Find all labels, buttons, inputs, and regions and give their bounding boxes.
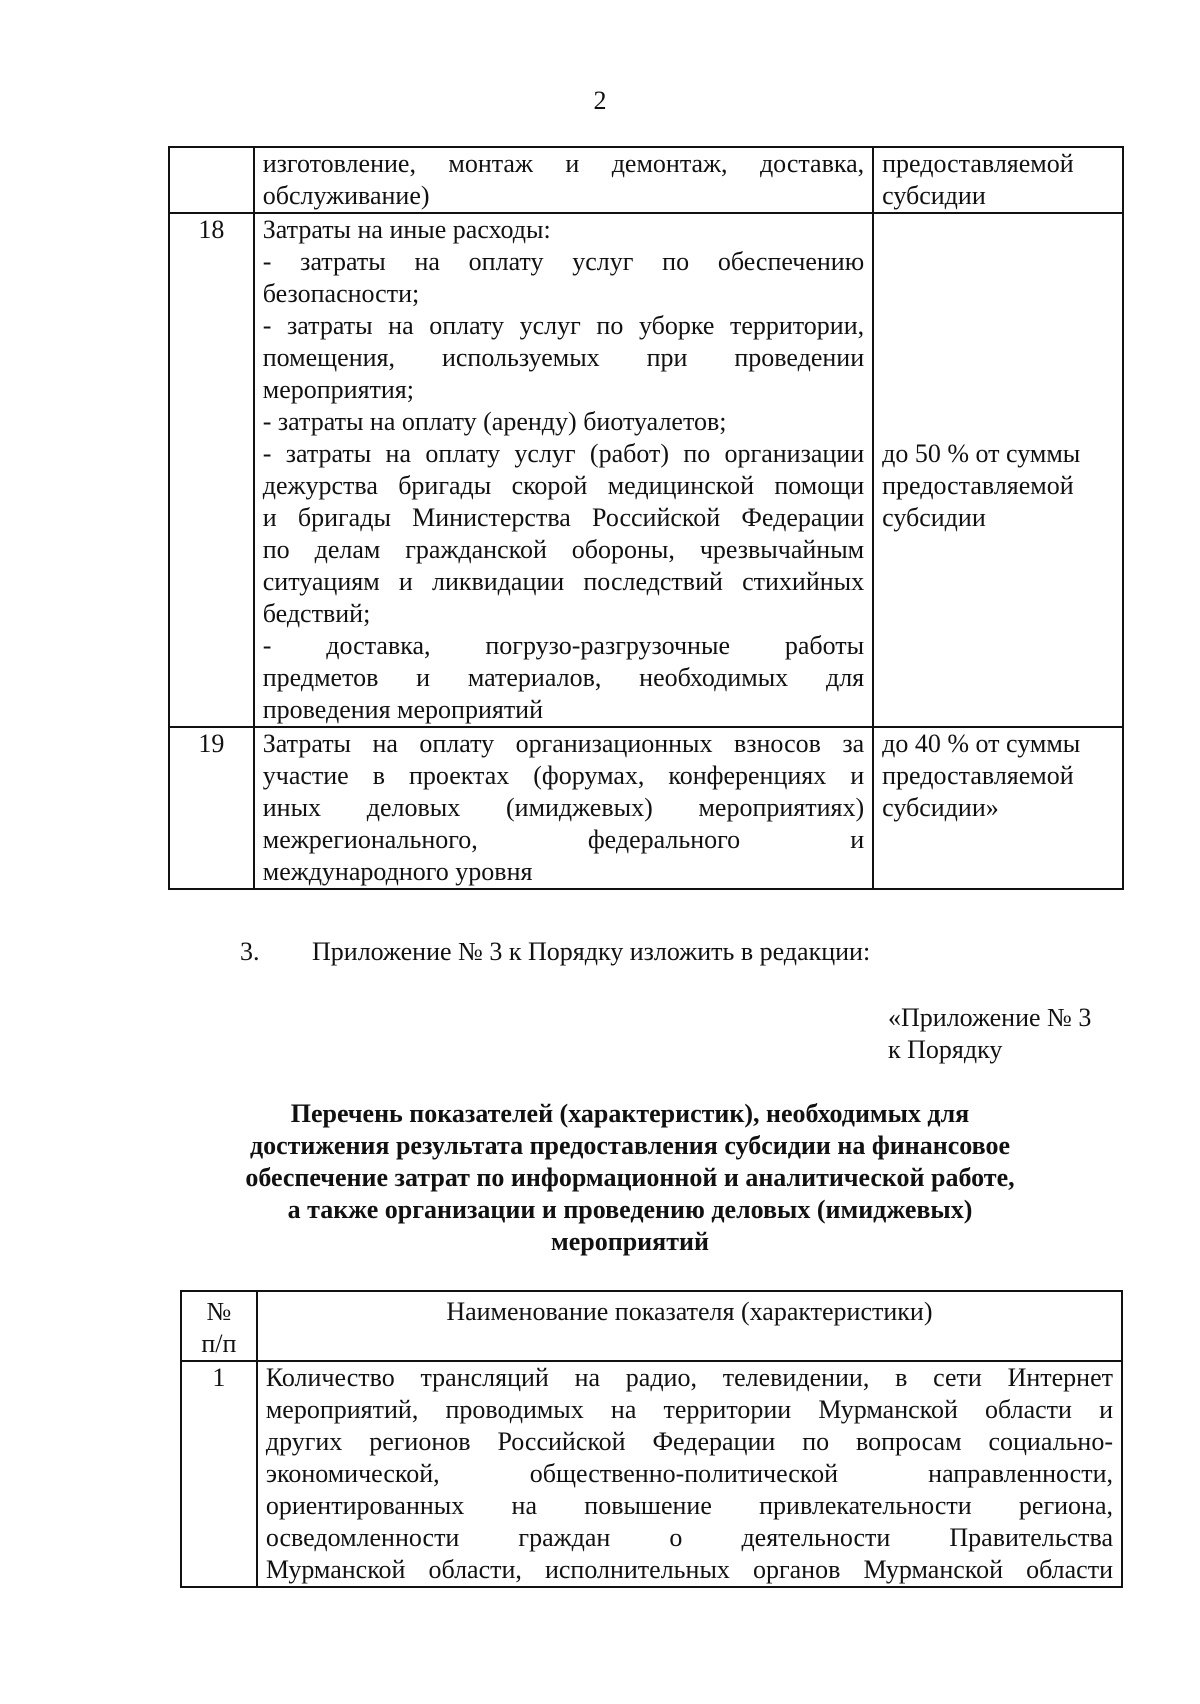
title-line: обеспечение затрат по информационной и аналитической работе, (245, 1163, 1015, 1192)
text-line: предоставляемой (882, 471, 1074, 500)
text-line: обслуживание) (262, 181, 430, 210)
text-line: ориентированных на повышение привлекательности региона, (265, 1491, 1113, 1520)
text-line: - затраты на оплату (аренду) биотуалетов; (262, 407, 727, 436)
column-header-name: Наименование показателя (характеристики) (257, 1291, 1122, 1361)
text-line: Затраты на иные расходы: (262, 215, 551, 244)
text-line: ситуациям и ликвидации последствий стихийных (262, 567, 865, 596)
text-line: проведения мероприятий (262, 695, 544, 724)
text-line: - затраты на оплату услуг по обеспечению (262, 247, 865, 276)
expense-limit (873, 213, 1123, 727)
text-line: Количество трансляций на радио, телевидении, в сети Интернет (265, 1363, 1113, 1392)
text-line: предоставляемой (882, 761, 1074, 790)
item-text: Приложение № 3 к Порядку изложить в редакции: (312, 937, 871, 966)
text-line: и бригады Министерства Российской Федерации (262, 503, 865, 532)
table-row (169, 213, 1123, 727)
appendix-line: к Порядку (888, 1035, 1003, 1064)
row-number (169, 147, 254, 213)
title-line: мероприятий (551, 1227, 709, 1256)
text-line: межрегионального, федерального и (262, 825, 865, 854)
text-line: - затраты на оплату услуг (работ) по организации (262, 439, 865, 468)
item-number: 3. (240, 937, 260, 966)
title-line: Перечень показателей (характеристик), необходимых для (290, 1099, 970, 1128)
text-line: до 50 % от суммы (882, 439, 1081, 468)
table-row (169, 147, 1123, 213)
amendment-item (240, 936, 870, 968)
text-line: дежурства бригады скорой медицинской помощи (262, 471, 865, 500)
text-line: - затраты на оплату услуг по уборке территории, (262, 311, 865, 340)
text-line: субсидии» (882, 793, 999, 822)
text-line: осведомленности граждан о деятельности Правительства (265, 1523, 1113, 1552)
column-header-number: № п/п (181, 1291, 257, 1361)
text-line: безопасности; (262, 279, 420, 308)
row-number: 18 (169, 213, 254, 727)
appendix-line: «Приложение № 3 (888, 1003, 1092, 1032)
expense-description (254, 147, 873, 213)
text-line: до 40 % от суммы (882, 729, 1081, 758)
text-line: экономической, общественно-политической направленности, (265, 1459, 1113, 1488)
page-number: 2 (593, 86, 607, 115)
text-line: Затраты на оплату организационных взносов за (262, 729, 865, 758)
text-line: предметов и материалов, необходимых для (262, 663, 865, 692)
expense-description (254, 213, 873, 727)
row-number: 19 (169, 727, 254, 889)
text-line: субсидии (882, 181, 986, 210)
text-line: иных деловых (имиджевых) мероприятиях) (262, 793, 865, 822)
row-number: 1 (181, 1361, 257, 1587)
appendix-reference (888, 1002, 1091, 1066)
text-line: - доставка, погрузо-разгрузочные работы (262, 631, 865, 660)
text-line: предоставляемой (882, 149, 1074, 178)
text-line: помещения, используемых при проведении (262, 343, 865, 372)
indicators-table (180, 1290, 1123, 1588)
document-title (200, 1098, 1060, 1258)
expenses-table (168, 146, 1124, 890)
table-row (169, 727, 1123, 889)
text-line: мероприятия; (262, 375, 414, 404)
title-line: а также организации и проведению деловых (имиджевых) (287, 1195, 973, 1224)
text-line: других регионов Российской Федерации по вопросам социально- (265, 1427, 1113, 1456)
table-row (181, 1361, 1122, 1587)
text-line: субсидии (882, 503, 986, 532)
title-line: достижения результата предоставления субсидии на финансовое (249, 1131, 1011, 1160)
text-line: участие в проектах (форумах, конференциях и (262, 761, 865, 790)
text-line: изготовление, монтаж и демонтаж, доставка, (262, 149, 865, 178)
expense-limit (873, 147, 1123, 213)
text-line: бедствий; (262, 599, 371, 628)
expense-limit (873, 727, 1123, 889)
table-header-row (181, 1291, 1122, 1361)
indicator-description (257, 1361, 1122, 1587)
text-line: международного уровня (262, 857, 533, 886)
text-line: по делам гражданской обороны, чрезвычайным (262, 535, 865, 564)
text-line: мероприятий, проводимых на территории Мурманской области и (265, 1395, 1113, 1424)
text-line: Мурманской области, исполнительных органов Мурманской области (265, 1555, 1113, 1584)
expense-description (254, 727, 873, 889)
